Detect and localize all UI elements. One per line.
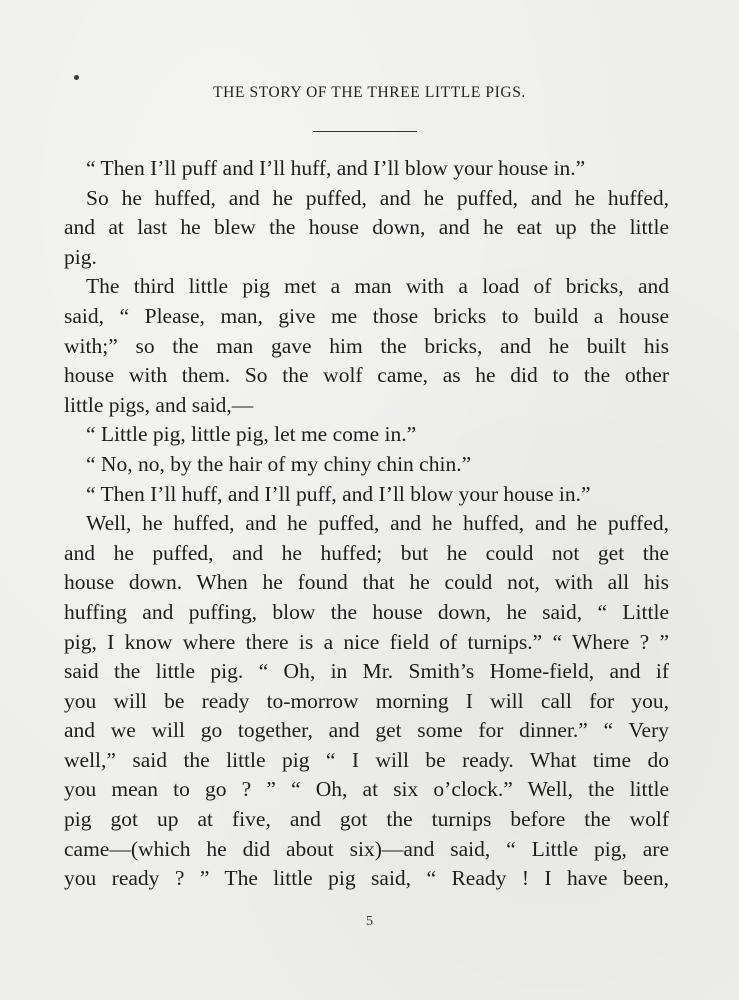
header-rule xyxy=(313,131,417,132)
text-line: and at last he blew the house down, and he eat up the little xyxy=(64,215,669,240)
text-line: little pigs, and said,— xyxy=(64,392,254,417)
text-line: with;” so the man gave him the bricks, and he built his xyxy=(64,333,669,358)
text-line: and he puffed, and he huffed; but he could not get the xyxy=(64,540,669,565)
text-line: you will be ready to-morrow morning I will call for you, xyxy=(64,688,669,713)
ink-speck xyxy=(74,75,79,80)
text-line: Well, he huffed, and he puffed, and he huffed, and he puffed, xyxy=(86,511,669,536)
text-line: came—(which he did about six)—and said, “ Little pig, are xyxy=(64,836,669,861)
page-number: 5 xyxy=(366,914,373,929)
text-line: “ Little pig, little pig, let me come in.” xyxy=(86,422,417,447)
text-line: huffing and puffing, blow the house down, he said, “ Little xyxy=(64,599,669,624)
text-line: said the little pig. “ Oh, in Mr. Smith’s Home-field, and if xyxy=(64,659,669,684)
text-line: “ Then I’ll huff, and I’ll puff, and I’ll blow your house in.” xyxy=(86,481,591,506)
text-line: pig. xyxy=(64,244,97,269)
text-line: well,” said the little pig “ I will be ready. What time do xyxy=(64,747,669,772)
running-head: THE STORY OF THE THREE LITTLE PIGS. xyxy=(213,84,526,101)
text-line: and we will go together, and get some for dinner.” “ Very xyxy=(64,718,669,743)
text-line: said, “ Please, man, give me those bricks to build a house xyxy=(64,303,669,328)
text-line: house down. When he found that he could not, with all his xyxy=(64,570,669,595)
text-line: “ No, no, by the hair of my chiny chin chin.” xyxy=(86,451,472,476)
text-line: The third little pig met a man with a load of bricks, and xyxy=(86,274,669,299)
text-line: pig got up at five, and got the turnips before the wolf xyxy=(64,807,669,832)
body-text xyxy=(64,154,669,894)
text-line: you mean to go ? ” “ Oh, at six o’clock.” Well, the little xyxy=(64,777,669,802)
text-line: house with them. So the wolf came, as he did to the other xyxy=(64,363,669,388)
text-line: pig, I know where there is a nice field of turnips.” “ Where ? ” xyxy=(64,629,669,654)
text-line: So he huffed, and he puffed, and he puffed, and he huffed, xyxy=(86,185,669,210)
text-line: “ Then I’ll puff and I’ll huff, and I’ll blow your house in.” xyxy=(86,156,586,180)
text-line: you ready ? ” The little pig said, “ Ready ! I have been, xyxy=(64,866,669,891)
